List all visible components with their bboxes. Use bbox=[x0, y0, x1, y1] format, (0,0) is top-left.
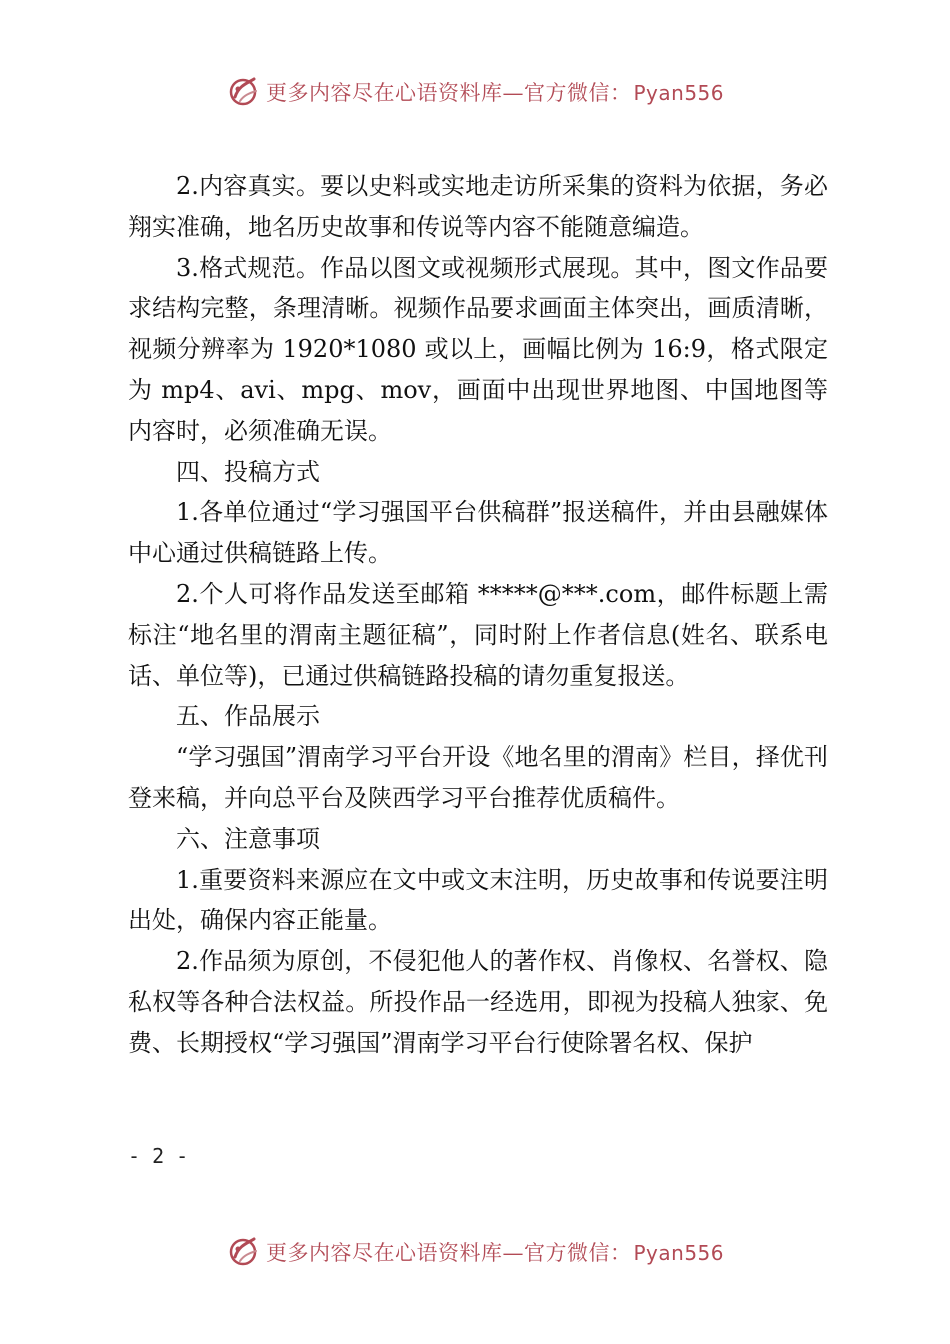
paragraph: 2.作品须为原创，不侵犯他人的著作权、肖像权、名誉权、隐私权等各种合法权益。所投作品一经选用，即视为投稿人独家、免费、长期授权“学习强国”渭南学习平台行使除署名权、保护 bbox=[128, 947, 828, 1057]
watermark-text bbox=[266, 77, 724, 107]
paragraph: 3.格式规范。作品以图文或视频形式展现。其中，图文作品要求结构完整，条理清晰。视频作品要求画面主体突出，画质清晰，视频分辨率为 1920*1080 或以上，画幅比例为 16:9，格式限定为 mp4、avi、mpg、mov，画面中出现世界地图、中国地图等内容时，必须准确无误。 bbox=[128, 253, 828, 445]
paragraph: “学习强国”渭南学习平台开设《地名里的渭南》栏目，择优刊登来稿，并向总平台及陕西学习平台推荐优质稿件。 bbox=[128, 743, 828, 812]
section-heading: 四、投稿方式 bbox=[176, 457, 320, 486]
paragraph: 2.内容真实。要以史料或实地走访所采集的资料为依据，务必翔实准确，地名历史故事和传说等内容不能随意编造。 bbox=[128, 172, 828, 241]
paragraph: 2.个人可将作品发送至邮箱 *****@***.com，邮件标题上需标注“地名里的渭南主题征稿”，同时附上作者信息(姓名、联系电话、单位等)，已通过供稿链路投稿的请勿重复报送。 bbox=[128, 579, 828, 690]
paragraph: 1.重要资料来源应在文中或文末注明，历史故事和传说要注明出处，确保内容正能量。 bbox=[128, 865, 828, 935]
watermark-label: 更多内容尽在心语资料库—官方微信： bbox=[265, 81, 632, 105]
watermark-label: 更多内容尽在心语资料库—官方微信： bbox=[265, 1241, 632, 1265]
watermark-wechat-id: Pyan556 bbox=[633, 1241, 724, 1265]
page-number: - 2 - bbox=[128, 1144, 189, 1168]
paragraph: 1.各单位通过“学习强国平台供稿群”报送稿件，并由县融媒体中心通过供稿链路上传。 bbox=[128, 498, 828, 568]
header-watermark bbox=[0, 72, 950, 112]
brand-logo-icon bbox=[226, 75, 260, 109]
brand-logo-icon bbox=[226, 1235, 260, 1269]
section-heading: 五、作品展示 bbox=[176, 702, 320, 731]
footer-watermark bbox=[0, 1232, 950, 1272]
watermark-wechat-id: Pyan556 bbox=[633, 81, 724, 105]
watermark-text bbox=[266, 1237, 724, 1267]
document-body bbox=[128, 166, 828, 1064]
section-heading: 六、注意事项 bbox=[176, 824, 320, 853]
